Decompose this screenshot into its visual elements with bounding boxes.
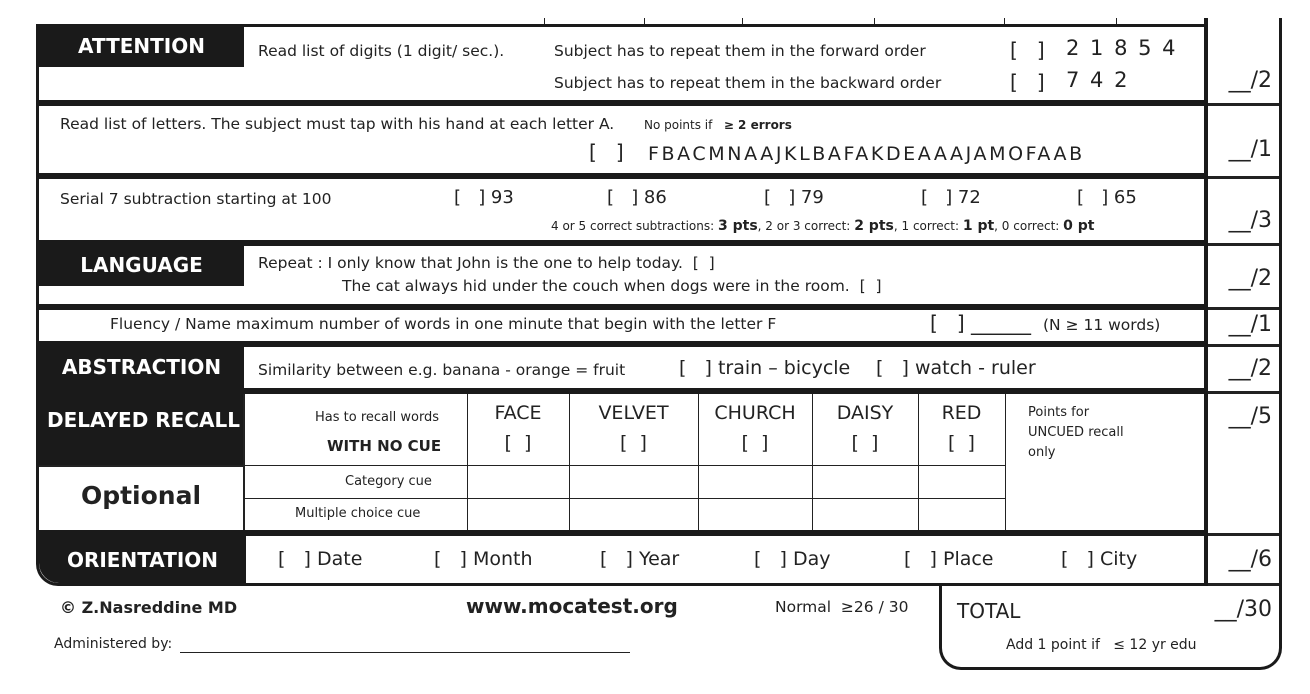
scoring-c: , 1 correct: xyxy=(893,219,959,233)
letters-sequence: FBACMNAAJKLBAFAKDEAAAJAMOFAAB xyxy=(648,143,1085,165)
orientation-day[interactable]: [ ] Day xyxy=(754,548,831,570)
score-letters[interactable]: __/1 xyxy=(1228,137,1272,162)
word-face: FACE xyxy=(494,402,542,424)
score-delayed-recall[interactable]: __/5 xyxy=(1228,404,1272,429)
serial7-item-79[interactable]: [ ] 79 xyxy=(764,187,824,208)
scoring-a: 4 or 5 correct subtractions: xyxy=(551,219,715,233)
word-velvet: VELVET xyxy=(598,402,669,424)
orientation-year[interactable]: [ ] Year xyxy=(600,548,680,570)
scoring-b: , 2 or 3 correct: xyxy=(757,219,851,233)
total-label: TOTAL xyxy=(957,599,1021,623)
orientation-date[interactable]: [ ] Date xyxy=(278,548,363,570)
scoring-d: , 0 correct: xyxy=(994,219,1060,233)
backward-order-text: Subject has to repeat them in the backward order xyxy=(554,74,942,92)
repeat-sentence-1: Repeat : I only know that John is the one to help today. [ ] xyxy=(258,254,715,272)
administered-by: Administered by: xyxy=(54,636,173,652)
letters-note-errors: ≥ 2 errors xyxy=(723,118,792,132)
abstraction-label: ABSTRACTION xyxy=(39,347,244,388)
letters-note-text: No points if xyxy=(644,118,713,132)
attention-label: ATTENTION xyxy=(39,27,244,67)
backward-digits: 7 4 2 xyxy=(1066,68,1130,92)
language-label: LANGUAGE xyxy=(39,246,244,286)
with-no-cue-text: WITH NO CUE xyxy=(327,437,442,455)
score-fluency[interactable]: __/1 xyxy=(1228,312,1272,337)
serial7-item-72[interactable]: [ ] 72 xyxy=(921,187,981,208)
copyright: © Z.Nasreddine MD xyxy=(60,598,238,617)
scoring-d-pts: 0 pt xyxy=(1063,218,1095,234)
points-note: Points for UNCUED recall only xyxy=(1028,405,1124,460)
score-abstraction[interactable]: __/2 xyxy=(1228,356,1272,381)
serial7-scoring xyxy=(551,218,1094,234)
normal-range: Normal ≥26 / 30 xyxy=(775,598,909,616)
score-serial7[interactable]: __/3 xyxy=(1228,208,1272,233)
score-repeat[interactable]: __/2 xyxy=(1228,266,1272,291)
multiple-choice-cue-label: Multiple choice cue xyxy=(295,506,421,521)
forward-digits: 2 1 8 5 4 xyxy=(1066,36,1178,60)
digits-instruction: Read list of digits (1 digit/ sec.). xyxy=(258,42,505,60)
edu-note xyxy=(1006,637,1197,653)
orientation-label: ORIENTATION xyxy=(39,536,246,583)
total-score[interactable]: __/30 xyxy=(1214,597,1272,622)
letters-checkbox[interactable]: [ ] xyxy=(589,140,624,164)
word-red: RED xyxy=(941,402,982,424)
forward-order-text: Subject has to repeat them in the forward order xyxy=(554,42,926,60)
box-velvet[interactable]: [ ] xyxy=(620,432,647,454)
website-link[interactable]: www.mocatest.org xyxy=(466,594,678,618)
scoring-a-pts: 3 pts xyxy=(718,218,758,234)
edu-note-text: Add 1 point if xyxy=(1006,637,1100,653)
serial7-item-65[interactable]: [ ] 65 xyxy=(1077,187,1137,208)
word-daisy: DAISY xyxy=(836,402,894,424)
orientation-city[interactable]: [ ] City xyxy=(1061,548,1138,570)
serial7-label: Serial 7 subtraction starting at 100 xyxy=(60,190,332,208)
letters-instruction: Read list of letters. The subject must tap with his hand at each letter A. xyxy=(60,115,615,133)
serial7-item-86[interactable]: [ ] 86 xyxy=(607,187,667,208)
category-cue-label: Category cue xyxy=(345,474,432,489)
language-repeat-section xyxy=(36,243,1207,307)
backward-checkbox[interactable]: [ ] xyxy=(1010,70,1045,94)
forward-checkbox[interactable]: [ ] xyxy=(1010,38,1045,62)
box-daisy[interactable]: [ ] xyxy=(851,432,879,454)
orientation-month[interactable]: [ ] Month xyxy=(434,548,533,570)
abstraction-item-2[interactable]: [ ] watch - ruler xyxy=(876,357,1036,379)
administered-line[interactable] xyxy=(180,652,630,653)
orientation-place[interactable]: [ ] Place xyxy=(904,548,994,570)
abstraction-item-1[interactable]: [ ] train – bicycle xyxy=(679,357,851,379)
abstraction-text: Similarity between e.g. banana - orange = fruit xyxy=(258,361,626,379)
delayed-recall-label: DELAYED RECALL xyxy=(39,394,244,465)
scoring-c-pts: 1 pt xyxy=(962,218,995,234)
score-digits[interactable]: __/2 xyxy=(1228,68,1272,93)
score-column xyxy=(1204,18,1282,586)
box-church[interactable]: [ ] xyxy=(741,432,769,454)
box-red[interactable]: [ ] xyxy=(948,432,975,454)
box-face[interactable]: [ ] xyxy=(504,432,532,454)
repeat-sentence-2: The cat always hid under the couch when dogs were in the room. [ ] xyxy=(342,277,882,295)
fluency-text: Fluency / Name maximum number of words in one minute that begin with the letter F xyxy=(110,315,777,333)
optional-label: Optional xyxy=(80,481,202,510)
letters-note xyxy=(644,118,792,132)
serial7-item-93[interactable]: [ ] 93 xyxy=(454,187,514,208)
has-to-recall-text: Has to recall words xyxy=(315,410,440,425)
score-orientation[interactable]: __/6 xyxy=(1228,547,1272,572)
edu-note-years: ≤ 12 yr edu xyxy=(1113,637,1197,653)
fluency-box[interactable]: [ ] ______ xyxy=(930,311,1032,335)
fluency-note: (N ≥ 11 words) xyxy=(1043,316,1161,334)
scoring-b-pts: 2 pts xyxy=(854,218,894,234)
word-church: CHURCH xyxy=(714,402,796,424)
